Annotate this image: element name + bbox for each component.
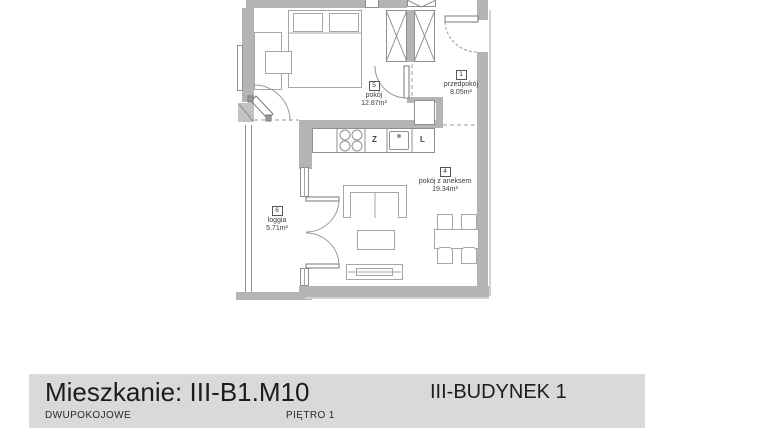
window	[365, 0, 379, 8]
room-name: pokój	[365, 92, 383, 99]
wall	[436, 97, 443, 125]
desk-chair	[265, 51, 292, 74]
room-label-6	[247, 206, 307, 233]
room-number: 4	[440, 167, 451, 177]
dining-table	[434, 229, 479, 249]
wall	[236, 292, 312, 300]
coffee-table	[357, 230, 395, 250]
window	[237, 45, 243, 91]
room-label-5	[343, 81, 405, 108]
wall	[242, 8, 254, 102]
wall	[407, 10, 414, 62]
room-name: loggia	[267, 217, 287, 224]
room-name: pokój z aneksem	[418, 178, 472, 185]
room-number: 1	[456, 70, 467, 80]
room-area: 5.71m²	[266, 225, 288, 232]
room-label-4	[407, 167, 483, 194]
floor-label: PIĘTRO 1	[286, 410, 335, 421]
sink	[389, 131, 409, 150]
room-area: 19.34m²	[432, 186, 458, 193]
wall	[379, 0, 407, 8]
sofa-seat	[350, 192, 399, 218]
dishwasher-label: Z	[372, 135, 377, 144]
wardrobe	[386, 10, 407, 62]
room-area: 12.87m²	[361, 100, 387, 107]
room-name: przedpokój	[443, 81, 479, 88]
kitchen-cabinet	[414, 100, 435, 125]
dining-chair	[437, 247, 453, 264]
fridge-label: L	[420, 135, 425, 144]
dining-chair	[461, 247, 477, 264]
wardrobe	[414, 10, 435, 62]
wall	[299, 286, 489, 297]
apartment-type-label: DWUPOKOJOWE	[45, 410, 132, 421]
wall	[299, 123, 312, 169]
room-number: 5	[369, 81, 380, 91]
tv	[356, 268, 393, 276]
wall	[477, 0, 488, 20]
building-label: III-BUDYNEK 1	[430, 381, 567, 403]
wall	[246, 0, 365, 8]
room-area: 8.05m²	[450, 89, 472, 96]
room-number: 6	[272, 206, 283, 216]
wall-threshold	[238, 103, 254, 122]
loggia-window	[300, 167, 309, 197]
wardrobe-partial	[407, 0, 436, 7]
loggia-window	[300, 268, 309, 286]
room-label-1	[428, 70, 494, 97]
bed-pillow	[329, 13, 359, 32]
bed-pillow	[293, 13, 323, 32]
apartment-title: Mieszkanie: III-B1.M10	[45, 377, 310, 407]
footer-strip	[29, 374, 645, 428]
